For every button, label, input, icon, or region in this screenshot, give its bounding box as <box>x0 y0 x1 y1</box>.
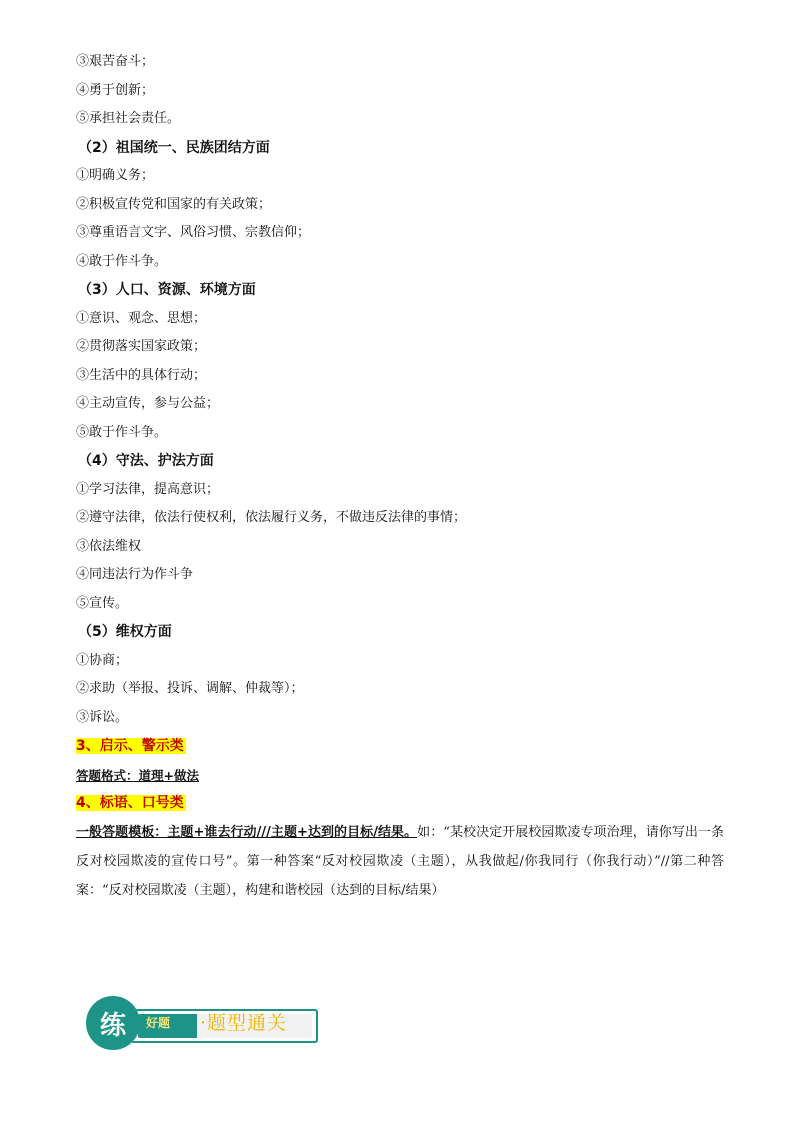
list-item: ④敢于作斗争。 <box>76 253 168 269</box>
list-item: ②遵守法律，依法行使权利，依法履行义务，不做违反法律的事情； <box>76 510 467 525</box>
banner-bar <box>130 1009 318 1043</box>
slogan-paragraph <box>76 818 724 905</box>
category-heading: 3、启示、警示类 <box>76 738 184 755</box>
list-item: ②积极宣传党和国家的有关政策； <box>76 196 272 212</box>
section-rights <box>76 618 726 732</box>
answer-template: 一般答题模板：主题+谁去行动///主题+达到的目标/结果。 <box>76 824 418 840</box>
section-law <box>76 447 726 618</box>
banner-tag: 好题 <box>146 1016 171 1030</box>
list-item: ⑤宣传。 <box>76 595 129 611</box>
section-environment <box>76 276 726 447</box>
list-item: ④主动宣传，参与公益； <box>76 396 220 411</box>
section-heading: （5）维权方面 <box>78 624 172 640</box>
list-item: ③尊重语言文字、风俗习惯、宗教信仰； <box>76 225 311 240</box>
document-page <box>76 48 726 905</box>
list-item: ③诉讼。 <box>76 709 129 725</box>
section-heading: （4）守法、护法方面 <box>78 453 214 469</box>
category-heading: 4、标语、口号类 <box>76 795 184 812</box>
list-item: ⑤承担社会责任。 <box>76 111 181 126</box>
list-item: ①协商； <box>76 652 129 668</box>
section-heading: （2）祖国统一、民族团结方面 <box>78 139 270 156</box>
practice-banner <box>86 996 318 1052</box>
section-heading: （3）人口、资源、环境方面 <box>78 282 256 298</box>
list-item: ①学习法律，提高意识； <box>76 481 220 497</box>
list-item: ④勇于创新； <box>76 82 155 98</box>
intro-list <box>76 48 726 134</box>
list-item: ①明确义务； <box>76 168 155 183</box>
list-item: ①意识、观念、思想； <box>76 310 207 326</box>
section-unity <box>76 134 726 277</box>
category-4-row <box>76 789 726 818</box>
list-item: ③生活中的具体行动； <box>76 367 207 383</box>
format-row <box>76 761 726 790</box>
practice-badge: 练 <box>86 996 140 1050</box>
list-item: ③依法维权 <box>76 538 142 554</box>
answer-format: 答题格式：道理+做法 <box>76 767 199 783</box>
list-item: ②贯彻落实国家政策； <box>76 339 207 354</box>
list-item: ⑤敢于作斗争。 <box>76 424 168 440</box>
list-item: ③艰苦奋斗； <box>76 54 155 69</box>
example-text: 如：“某校决定开展校园欺凌专项治理，请你写出一条反对校园欺凌的宣传口号”。第一种答案“反对校园欺凌（主题），从我做起/你我同行（你我行动）”//第二种答案：“反对校园欺凌（主题），构建和谐校园（达到的目标/结果） <box>76 824 724 898</box>
list-item: ②求助（举报、投诉、调解、仲裁等）； <box>76 681 304 696</box>
banner-title: ·题型通关 <box>200 1012 288 1034</box>
category-3-row <box>76 732 726 761</box>
list-item: ④同违法行为作斗争 <box>76 567 194 582</box>
